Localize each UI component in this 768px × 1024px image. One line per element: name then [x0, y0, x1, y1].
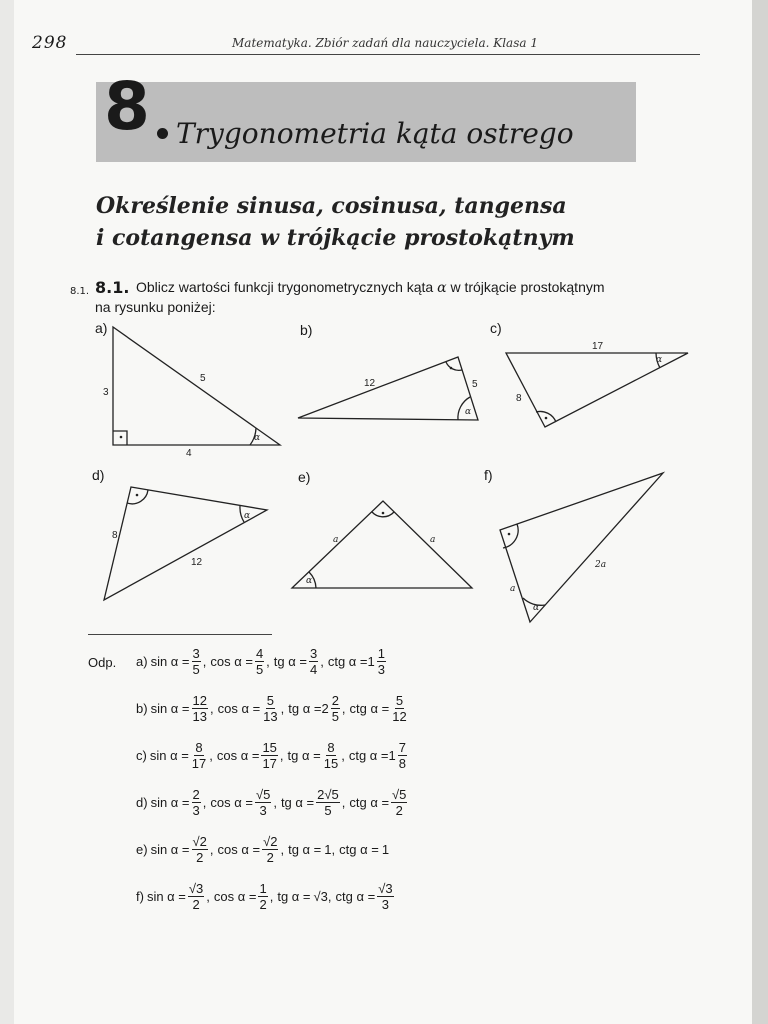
answer-function: tg α = [288, 841, 322, 857]
right-angle-a [113, 431, 127, 445]
answer-fraction [331, 693, 340, 724]
answer-function: sin α = [146, 888, 186, 904]
answer-denominator: 8 [398, 755, 406, 771]
side-a-base: 4 [186, 448, 192, 459]
answer-denominator: 17 [262, 755, 277, 771]
angle-b-label: α [465, 407, 472, 417]
figure-f-label: f) [484, 467, 493, 483]
answer-function: cos α = [210, 653, 253, 669]
answer-numerator: √3 [188, 880, 204, 896]
angle-f-label: α [533, 603, 540, 613]
side-f-hypotenuse: 2a [595, 560, 607, 570]
answer-fraction [398, 740, 407, 771]
answer-denominator: 2 [259, 896, 267, 912]
answer-value [253, 646, 266, 677]
answer-row-label: a) [136, 653, 148, 669]
answer-value [375, 881, 395, 912]
answer-fraction [377, 646, 386, 677]
answer-whole: 1 [367, 653, 375, 669]
answer-separator: , [331, 841, 336, 857]
answer-separator: , [209, 747, 213, 763]
answer-row [133, 739, 409, 771]
exercise-alpha: α [437, 280, 447, 296]
answer-function: sin α = [149, 747, 189, 763]
answer-function: cos α = [210, 794, 253, 810]
answer-fraction [192, 646, 201, 677]
answer-function: sin α = [150, 841, 190, 857]
answer-numerator: 2 [331, 692, 339, 708]
right-angle-dot-f [508, 533, 511, 536]
answer-denominator: 5 [331, 708, 339, 724]
answer-denominator: 3 [259, 802, 267, 818]
answer-function: tg α = [287, 747, 321, 763]
answer-value: √3 [313, 888, 328, 904]
answer-denominator: 13 [192, 708, 207, 724]
answer-value [389, 693, 409, 724]
answer-fraction [316, 787, 340, 818]
answer-denominator: 12 [392, 708, 407, 724]
exercise-text-line2: na rysunku poniżej: [95, 299, 216, 315]
figure-c-label: c) [490, 320, 502, 336]
answer-denominator: 2 [266, 849, 274, 865]
answer-separator: , [269, 888, 274, 904]
answer-denominator: 2 [395, 802, 403, 818]
triangle-e [292, 501, 472, 588]
right-angle-dot-a [120, 436, 123, 439]
answer-separator: , [280, 841, 285, 857]
answer-separator: , [209, 841, 214, 857]
answer-function: cos α = [217, 841, 261, 857]
answer-value [260, 834, 280, 865]
answer-separator: , [327, 888, 332, 904]
answer-numerator: 3 [309, 645, 318, 661]
answer-fraction [192, 834, 208, 865]
answer-row-label: d) [136, 794, 148, 810]
answer-value [190, 834, 210, 865]
answer-separator: , [206, 888, 210, 904]
right-angle-dot-c [545, 417, 548, 420]
answer-row-label: e) [136, 841, 148, 857]
answer-numerator: 5 [266, 692, 275, 708]
figure-b-label: b) [300, 322, 313, 338]
figure-e-label: e) [298, 469, 311, 485]
answer-row [133, 880, 396, 912]
answer-numerator: 2√5 [317, 786, 339, 802]
answer-fraction [192, 693, 208, 724]
answers-rule [88, 634, 272, 635]
answer-separator: , [202, 653, 207, 669]
side-d-left: 8 [112, 530, 118, 541]
answer-function: tg α = [273, 653, 307, 669]
answer-function: sin α = [150, 700, 190, 716]
exercise-side-number: 8.1. [70, 286, 90, 297]
answer-fraction [262, 834, 278, 865]
answer-numerator: √3 [378, 880, 393, 896]
answer-numerator: 1 [377, 645, 385, 661]
answer-function: sin α = [150, 653, 190, 669]
answer-numerator: 8 [327, 739, 335, 755]
side-c-left: 8 [516, 393, 522, 404]
side-d-bottom: 12 [191, 557, 203, 568]
angle-e-label: α [306, 576, 313, 586]
answer-numerator: √2 [263, 833, 278, 849]
answer-fraction [262, 693, 278, 724]
answer-value [256, 881, 269, 912]
answer-numerator: 7 [398, 739, 406, 755]
answer-fraction [377, 881, 393, 912]
answer-value [321, 693, 341, 724]
answer-function: tg α = [280, 794, 315, 810]
side-e-right: a [430, 535, 436, 545]
answer-value: 1 [324, 841, 332, 857]
exercise-text-after: w trójkącie prostokątnym [450, 279, 605, 295]
chapter-number: 8 [104, 68, 150, 145]
answer-separator: , [273, 794, 277, 810]
side-a-vertical: 3 [103, 387, 109, 398]
answer-denominator: 17 [191, 755, 207, 771]
answer-function: sin α = [150, 794, 190, 810]
answer-denominator: 15 [323, 755, 339, 771]
answer-value [389, 740, 409, 771]
answer-fraction [188, 881, 204, 912]
answer-whole: 2 [321, 700, 329, 716]
side-b-long: 12 [364, 378, 376, 389]
answer-denominator: 3 [377, 661, 385, 677]
answer-fraction [309, 646, 318, 677]
answer-separator: , [280, 700, 285, 716]
answer-row-label: c) [136, 747, 147, 763]
figure-a-label: a) [95, 320, 108, 336]
answer-denominator: 3 [381, 896, 389, 912]
right-angle-dot-d [136, 494, 139, 497]
answer-function: cos α = [217, 700, 261, 716]
side-b-short: 5 [472, 379, 478, 390]
answer-function: cos α = [213, 888, 257, 904]
answer-row-label: b) [136, 700, 148, 716]
answer-row [133, 692, 410, 724]
answer-fraction [191, 740, 207, 771]
answer-numerator: 12 [192, 692, 207, 708]
answer-row [133, 786, 409, 818]
answer-value: 1 [381, 841, 390, 857]
answer-denominator: 5 [255, 661, 264, 677]
angle-a-label: α [254, 433, 261, 443]
answer-value [260, 693, 280, 724]
section-title-line1: Określenie sinusa, cosinusa, tangensa [96, 193, 567, 219]
right-angle-dot-b [450, 367, 453, 370]
triangle-b [298, 357, 478, 420]
answer-denominator: 4 [309, 661, 318, 677]
section-title-line2: i cotangensa w trójkącie prostokątnym [96, 225, 575, 251]
answer-numerator: 15 [262, 739, 277, 755]
answer-value [259, 740, 279, 771]
answer-fraction [258, 881, 267, 912]
angle-c-label: α [656, 355, 663, 365]
answer-value [307, 646, 320, 677]
answer-numerator: 3 [192, 645, 200, 661]
answer-numerator: 1 [259, 880, 267, 896]
answer-function: cos α = [216, 747, 260, 763]
answer-value [389, 787, 409, 818]
side-f-left: a [510, 584, 516, 594]
answer-separator: , [341, 700, 346, 716]
answer-function: ctg α = [348, 747, 389, 763]
page-number: 298 [32, 33, 68, 53]
answer-numerator: √5 [255, 786, 271, 802]
answer-separator: , [202, 794, 207, 810]
answer-value [253, 787, 273, 818]
answer-denominator: 5 [324, 802, 332, 818]
angle-d-label: α [244, 511, 251, 521]
side-c-top: 17 [592, 341, 604, 352]
answer-value [186, 881, 206, 912]
answer-numerator: √2 [192, 833, 207, 849]
exercise-text-before: Oblicz wartości funkcji trygonometrycznych kąta [136, 279, 434, 295]
exercise-number: 8.1. [95, 278, 130, 297]
answer-numerator: 4 [255, 645, 264, 661]
right-angle-dot-e [382, 512, 385, 515]
answer-fraction [261, 740, 277, 771]
answer-value [321, 740, 341, 771]
answer-separator: , [341, 747, 345, 763]
chapter-title: Trygonometria kąta ostrego [176, 117, 574, 150]
answer-whole: 1 [388, 747, 396, 763]
side-e-left: a [333, 535, 339, 545]
answer-fraction [323, 740, 339, 771]
answer-row-label: f) [136, 888, 144, 904]
answers-label: Odp. [88, 655, 117, 670]
answer-separator: , [341, 794, 346, 810]
answer-function: tg α = [288, 700, 322, 716]
answer-numerator: 2 [192, 786, 200, 802]
answer-denominator: 13 [263, 708, 278, 724]
answer-function: ctg α = [335, 888, 376, 904]
answer-function: ctg α = [349, 794, 390, 810]
answer-denominator: 2 [192, 896, 200, 912]
answer-value [190, 787, 203, 818]
answer-function: ctg α = [327, 653, 368, 669]
answer-value [189, 740, 209, 771]
answer-separator: , [279, 747, 284, 763]
answer-numerator: 5 [395, 692, 404, 708]
answer-numerator: 8 [195, 739, 203, 755]
answer-fraction [391, 787, 407, 818]
answer-fraction [255, 787, 271, 818]
answer-function: ctg α = [349, 700, 390, 716]
answer-function: tg α = [277, 888, 311, 904]
figure-d-label: d) [92, 467, 105, 483]
answer-denominator: 2 [196, 849, 204, 865]
answer-numerator: √5 [392, 786, 407, 802]
answer-denominator: 5 [192, 661, 200, 677]
answer-value [190, 646, 203, 677]
answer-function: ctg α = [339, 841, 379, 857]
answer-separator: , [209, 700, 214, 716]
side-a-hypotenuse: 5 [200, 373, 206, 384]
answer-row [133, 645, 388, 677]
triangle-a [113, 327, 280, 445]
answer-fraction [255, 646, 264, 677]
answer-value [190, 693, 210, 724]
answer-fraction [192, 787, 201, 818]
answer-denominator: 3 [192, 802, 200, 818]
answer-separator: , [266, 653, 270, 669]
answer-value [314, 787, 342, 818]
answer-separator: , [320, 653, 324, 669]
answer-fraction [391, 693, 407, 724]
answer-row [133, 833, 389, 865]
answer-value [368, 646, 388, 677]
running-header: Matematyka. Zbiór zadań dla nauczyciela. Klasa 1 [232, 36, 538, 50]
